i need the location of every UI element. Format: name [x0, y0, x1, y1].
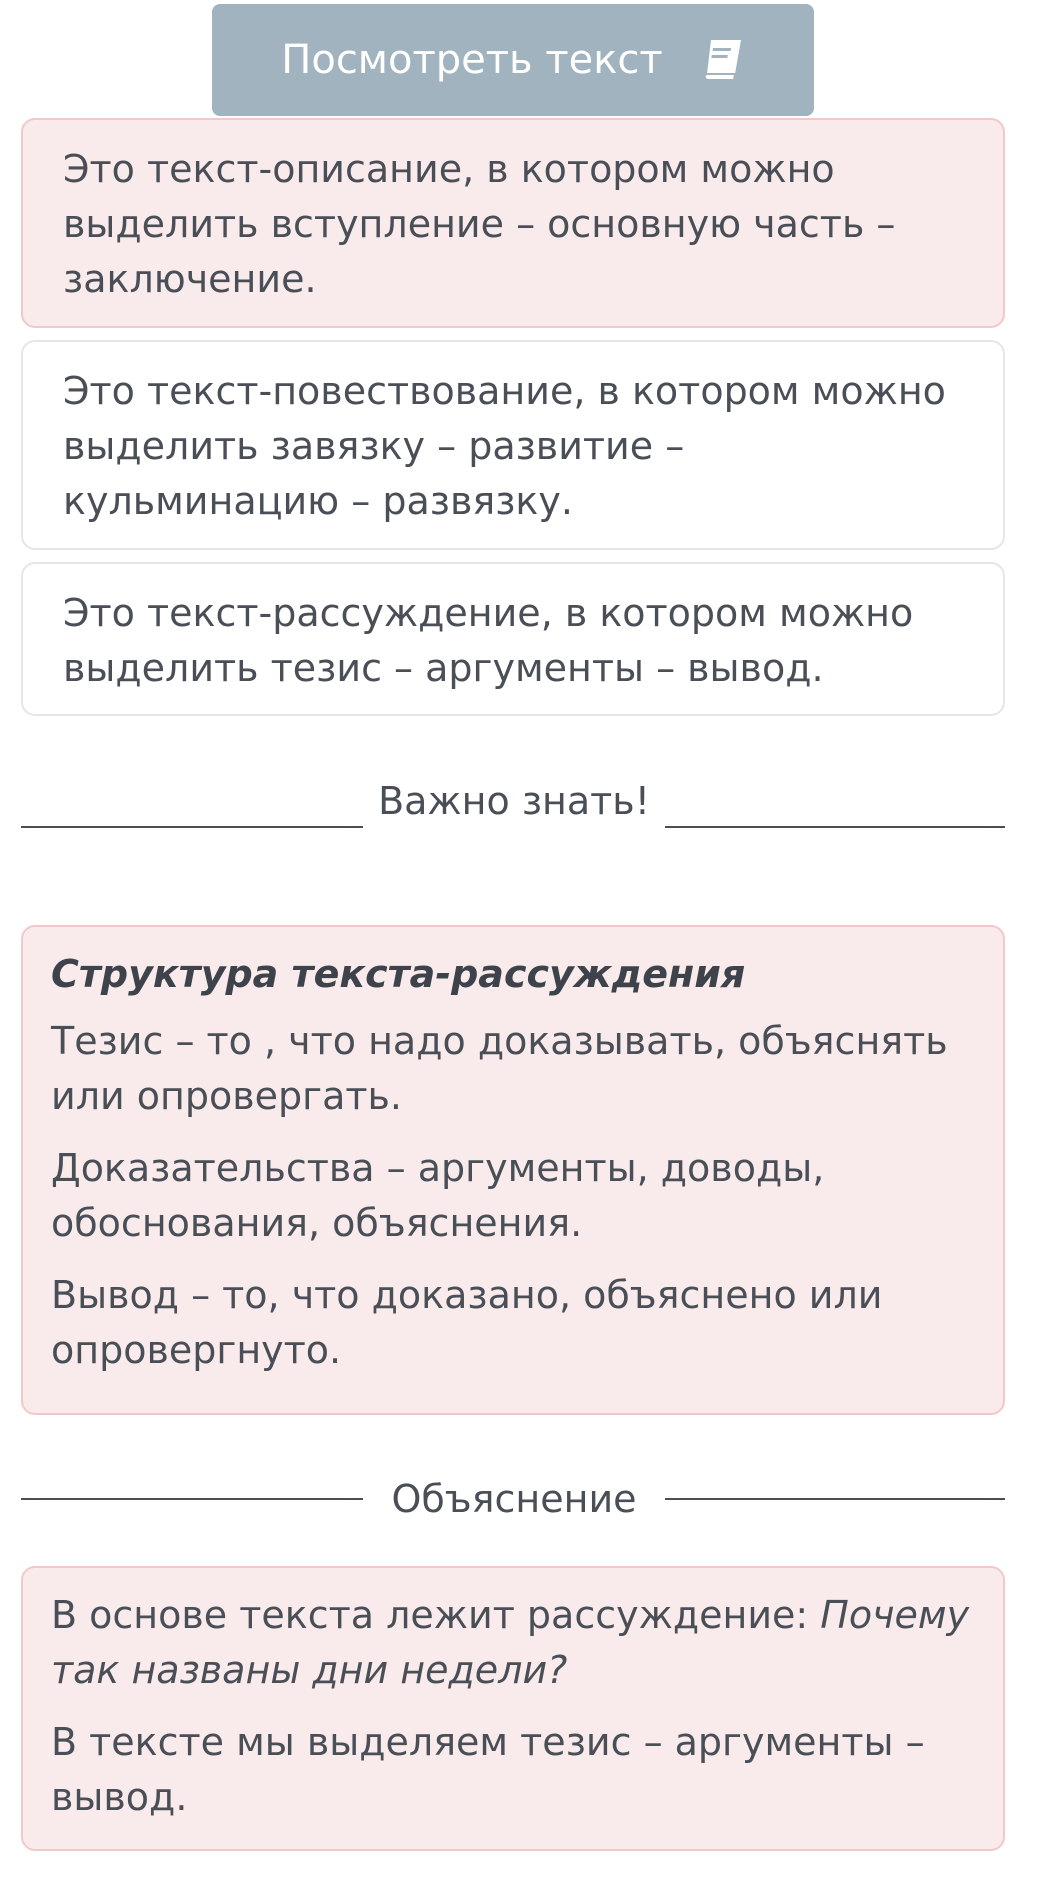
answer-option-text: Это текст-описание, в котором можно выделить вступление – основную часть – заключение. [63, 147, 896, 301]
divider-right [665, 826, 1005, 828]
evidence-paragraph: Доказательства – аргументы, доводы, обоснования, объяснения. [51, 1146, 825, 1245]
answer-option-description[interactable] [21, 118, 1005, 328]
explanation-paragraph-structure: В тексте мы выделяем тезис – аргументы – вывод. [51, 1720, 925, 1819]
book-icon [699, 37, 745, 83]
divider-left [21, 826, 363, 828]
view-text-button-label: Посмотреть текст [281, 37, 663, 83]
important-info-box [21, 925, 1005, 1415]
thesis-paragraph: Тезис – то , что надо доказывать, объяснять или опровергать. [51, 1019, 948, 1118]
explanation-question: Почему так названы дни недели? [51, 1593, 970, 1692]
answer-option-reasoning[interactable] [21, 562, 1005, 716]
answer-option-text: Это текст-рассуждение, в котором можно выделить тезис – аргументы – вывод. [63, 591, 914, 690]
answer-option-narration[interactable] [21, 340, 1005, 550]
important-heading: Важно знать! [378, 779, 650, 823]
answer-option-text: Это текст-повествование, в котором можно выделить завязку – развитие – кульминацию – развязку. [63, 369, 946, 523]
conclusion-paragraph: Вывод – то, что доказано, объяснено или опровергнуто. [51, 1273, 883, 1372]
explanation-heading: Объяснение [391, 1477, 637, 1521]
view-text-button[interactable] [212, 4, 814, 116]
explanation-text: В основе текста лежит рассуждение: [51, 1593, 821, 1637]
divider-left [21, 1498, 363, 1500]
explanation-paragraph [51, 1588, 975, 1698]
explanation-box [21, 1566, 1005, 1851]
structure-heading: Структура текста-рассуждения [51, 952, 746, 996]
divider-right [665, 1498, 1005, 1500]
